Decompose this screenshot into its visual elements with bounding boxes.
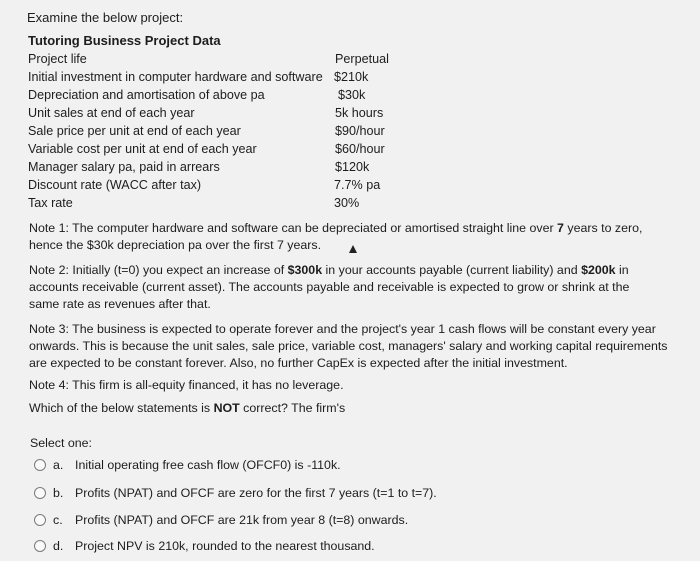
project-title: Tutoring Business Project Data — [28, 33, 221, 48]
row-label: Discount rate (WACC after tax) — [28, 178, 202, 192]
option-text: Project NPV is 210k, rounded to the nearest thousand. — [75, 539, 375, 553]
option-text: Initial operating free cash flow (OFCF0) is -110k. — [75, 458, 341, 472]
row-label: Initial investment in computer hardware and software — [28, 70, 323, 84]
note-1: Note 1: The computer hardware and software can be depreciated or amortised straight line over 7 years to zero, hence the $30k depreciation pa over the first 7 years. — [29, 221, 643, 252]
row-label: Sale price per unit at end of each year — [28, 124, 241, 138]
row-value: 5k hours — [335, 106, 384, 120]
row-value: $90/hour — [335, 124, 385, 138]
row-value: $120k — [335, 160, 370, 174]
row-label: Project life — [28, 52, 87, 66]
row-value: 7.7% pa — [334, 178, 381, 192]
note-2: Note 2: Initially (t=0) you expect an increase of $300k in your accounts payable (current liability) and $200k in accounts receivable (current asset). The accounts payable and receivable is expected to grow or shrink at the same rate as revenues after that. — [29, 263, 630, 311]
row-label: Unit sales at end of each year — [28, 106, 195, 120]
radio-button-a[interactable] — [34, 459, 46, 471]
row-label: Variable cost per unit at end of each year — [28, 142, 257, 156]
select-one-label: Select one: — [30, 436, 92, 450]
option-text: Profits (NPAT) and OFCF are 21k from year 8 (t=8) onwards. — [75, 513, 409, 527]
option-letter: b. — [53, 486, 64, 500]
question-text: Which of the below statements is NOT correct? The firm's — [29, 401, 346, 415]
row-value: $60/hour — [335, 142, 385, 156]
note-3: Note 3: The business is expected to operate forever and the project's year 1 cash flows will be constant every year onwards. This is because the unit sales, sale price, variable cost, managers' salary and working capital requirements are expected to be constant forever. Also, no further CapEx is expected after the initial investment. — [29, 322, 668, 370]
option-letter: a. — [53, 458, 64, 472]
row-value: $30k — [338, 88, 366, 102]
radio-button-c[interactable] — [34, 514, 46, 526]
option-text: Profits (NPAT) and OFCF are zero for the first 7 years (t=1 to t=7). — [75, 486, 437, 500]
option-letter: d. — [53, 539, 64, 553]
row-value: 30% — [334, 196, 360, 210]
option-letter: c. — [53, 513, 63, 527]
note-4: Note 4: This firm is all-equity financed, it has no leverage. — [29, 378, 344, 392]
radio-button-b[interactable] — [34, 487, 46, 499]
row-label: Tax rate — [28, 196, 73, 210]
row-label: Depreciation and amortisation of above pa — [28, 88, 265, 102]
row-label: Manager salary pa, paid in arrears — [28, 160, 220, 174]
radio-button-d[interactable] — [34, 540, 46, 552]
mouse-cursor-icon — [349, 245, 357, 253]
row-value: Perpetual — [335, 52, 389, 66]
intro-text: Examine the below project: — [27, 10, 184, 25]
row-value: $210k — [334, 70, 369, 84]
